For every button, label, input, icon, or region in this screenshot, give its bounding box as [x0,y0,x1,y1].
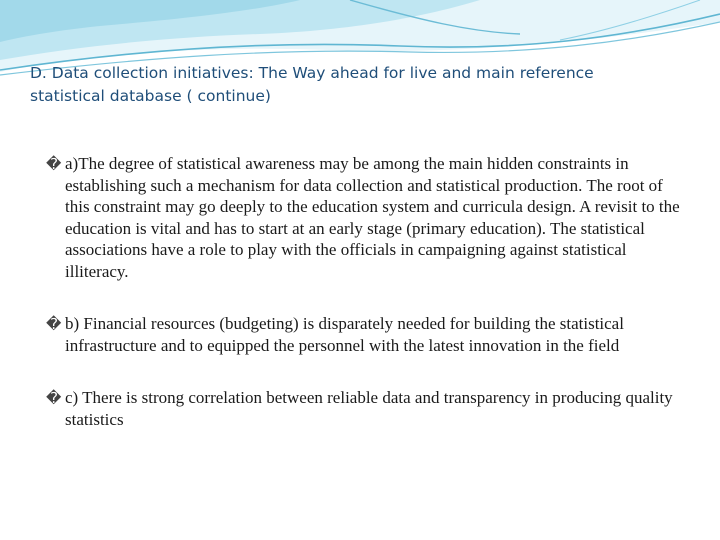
bullet-text: b) Financial resources (budgeting) is disparately needed for building the statistical infrastructure and to equipped the personnel with the latest innovation in the field [65,314,624,355]
list-item [46,153,686,282]
bullet-text: c) There is strong correlation between reliable data and transparency in producing quality statistics [65,388,673,429]
page-title: D. Data collection initiatives: The Way ahead for live and main reference statistical database ( continue) [30,64,594,105]
list-item [46,387,686,430]
bullet-marker-icon: � [46,389,62,407]
bullet-list [46,153,686,430]
bullet-text: a)The degree of statistical awareness may be among the main hidden constraints in establishing such a mechanism for data collection and statistical production. The root of this constraint may go deeply to the education system and curricula design. A revisit to the education is vital and has to start at an early stage (primary education). The statistical associations have a role to play with the officials in campaigning against statistical illiteracy. [65,154,680,281]
list-item [46,313,686,356]
bullet-marker-icon: � [46,315,62,333]
bullet-marker-icon: � [46,155,62,173]
